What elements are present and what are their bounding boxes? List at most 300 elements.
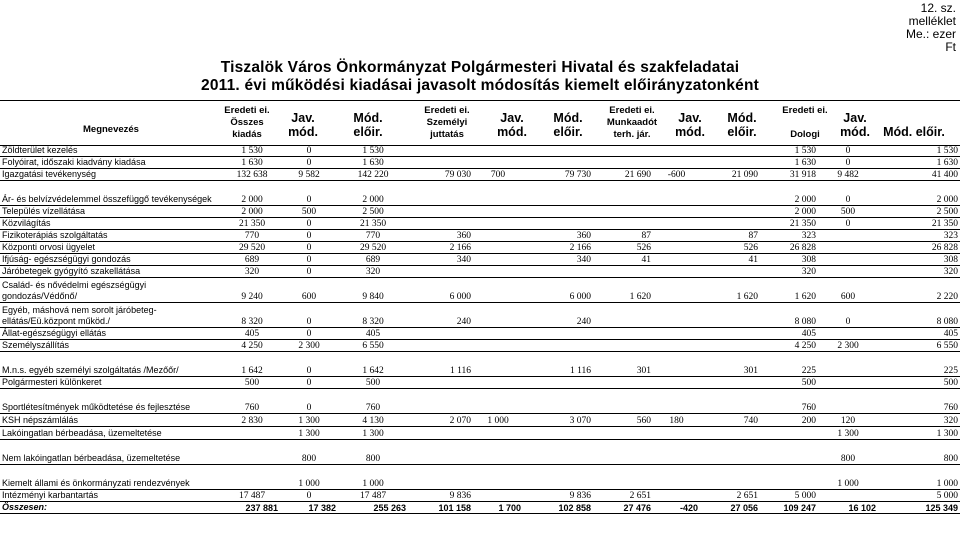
- row-value: [593, 328, 653, 340]
- row-value: 800: [818, 440, 878, 465]
- table-row: [0, 230, 960, 242]
- row-value: [593, 181, 653, 206]
- row-value: [760, 427, 818, 440]
- row-value: [408, 328, 473, 340]
- row-value: 2 000: [338, 181, 408, 206]
- table-row: [0, 389, 960, 414]
- row-name: Egyéb, máshová nem sorolt járóbeteg-ellátás/Eü.központ működ./: [0, 303, 224, 328]
- row-value: [523, 218, 593, 230]
- row-value: [593, 218, 653, 230]
- row-value: 2 300: [818, 340, 878, 352]
- row-value: 0: [280, 230, 338, 242]
- row-value: [653, 218, 700, 230]
- row-value: [473, 389, 523, 414]
- row-value: 142 220: [338, 169, 408, 181]
- row-value: [523, 377, 593, 389]
- row-value: 405: [878, 328, 960, 340]
- table-row: [0, 328, 960, 340]
- header-g1-mod: mód.: [288, 125, 318, 139]
- row-value: [653, 206, 700, 218]
- header-g3-mod2: Mód.: [727, 111, 757, 125]
- row-value: 8 080: [760, 303, 818, 328]
- row-value: 9 836: [408, 490, 473, 502]
- row-value: 0: [280, 242, 338, 254]
- row-name: Sportlétesítmények működtetése és fejlesztése: [0, 389, 224, 414]
- header-g1-osszes: Összes: [230, 117, 264, 128]
- row-name: Lakóingatlan bérbeadása, üzemeltetése: [0, 427, 224, 440]
- row-value: [473, 242, 523, 254]
- row-value: 500: [280, 206, 338, 218]
- row-value: 1 700: [473, 502, 523, 514]
- table-row: [0, 440, 960, 465]
- row-value: 8 080: [878, 303, 960, 328]
- row-value: [408, 206, 473, 218]
- row-value: [473, 145, 523, 157]
- row-name: Igazgatási tevékenység: [0, 169, 224, 181]
- row-value: 1 300: [338, 427, 408, 440]
- header-g4-modelor: Mód. előir.: [883, 125, 945, 139]
- row-value: [700, 440, 760, 465]
- row-value: 9 836: [523, 490, 593, 502]
- row-value: 41 400: [878, 169, 960, 181]
- table-row: [0, 414, 960, 427]
- row-value: 29 520: [224, 242, 280, 254]
- row-value: [700, 340, 760, 352]
- row-value: [408, 465, 473, 490]
- row-value: 405: [760, 328, 818, 340]
- row-value: 0: [280, 266, 338, 278]
- row-value: [473, 254, 523, 266]
- header-g2-jav: Jav.: [500, 111, 524, 125]
- row-value: 237 881: [224, 502, 280, 514]
- row-value: [593, 389, 653, 414]
- row-value: 132 638: [224, 169, 280, 181]
- row-value: 41: [593, 254, 653, 266]
- header-g3-eredeti: Eredeti ei.: [609, 105, 655, 116]
- row-value: 240: [523, 303, 593, 328]
- row-value: 760: [878, 389, 960, 414]
- row-value: [593, 377, 653, 389]
- row-value: 2 651: [593, 490, 653, 502]
- header-g3-jav: Jav.: [678, 111, 702, 125]
- row-value: 6 550: [878, 340, 960, 352]
- row-value: 1 300: [818, 427, 878, 440]
- row-value: 225: [760, 352, 818, 377]
- row-value: 500: [818, 206, 878, 218]
- row-value: 740: [700, 414, 760, 427]
- row-value: [593, 427, 653, 440]
- table-row: [0, 340, 960, 352]
- row-value: 760: [338, 389, 408, 414]
- table-row: [0, 266, 960, 278]
- row-value: 31 918: [760, 169, 818, 181]
- row-value: [653, 427, 700, 440]
- row-value: 0: [280, 377, 338, 389]
- row-value: 800: [280, 440, 338, 465]
- unit-currency: Ft: [945, 40, 956, 54]
- row-value: 1 300: [280, 414, 338, 427]
- row-value: [473, 218, 523, 230]
- row-value: 1 630: [760, 157, 818, 169]
- row-value: [653, 145, 700, 157]
- row-value: 1 000: [878, 465, 960, 490]
- row-value: 0: [280, 352, 338, 377]
- table-row: [0, 278, 960, 303]
- row-value: [473, 328, 523, 340]
- row-value: [473, 427, 523, 440]
- row-value: 1 630: [224, 157, 280, 169]
- row-value: 600: [818, 278, 878, 303]
- table-row: [0, 352, 960, 377]
- row-value: 360: [523, 230, 593, 242]
- row-value: [523, 157, 593, 169]
- row-value: 16 102: [818, 502, 878, 514]
- row-value: [700, 377, 760, 389]
- row-value: 180: [653, 414, 700, 427]
- row-value: 1 000: [338, 465, 408, 490]
- table-row: [0, 218, 960, 230]
- row-value: -420: [653, 502, 700, 514]
- row-value: [593, 340, 653, 352]
- row-value: 500: [878, 377, 960, 389]
- row-value: 109 247: [760, 502, 818, 514]
- row-name: Polgármesteri különkeret: [0, 377, 224, 389]
- row-value: 2 000: [760, 206, 818, 218]
- row-value: [473, 157, 523, 169]
- row-value: [700, 465, 760, 490]
- row-value: [818, 352, 878, 377]
- row-value: 1 000: [280, 465, 338, 490]
- row-value: [653, 340, 700, 352]
- row-value: [700, 145, 760, 157]
- header-g4-eredeti: Eredeti ei.: [782, 105, 828, 116]
- header-g2-eredeti: Eredeti ei.: [424, 105, 470, 116]
- row-value: 2 651: [700, 490, 760, 502]
- table-row: [0, 181, 960, 206]
- row-value: 1 000: [473, 414, 523, 427]
- page-subtitle: 2011. évi működési kiadásai javasolt módosítás kiemelt előirányzatonként: [201, 77, 759, 94]
- row-value: [224, 465, 280, 490]
- row-value: 1 530: [338, 145, 408, 157]
- row-name: Kiemelt állami és önkormányzati rendezvények: [0, 465, 224, 490]
- row-value: 79 730: [523, 169, 593, 181]
- row-value: [700, 328, 760, 340]
- annex-number: 12. sz.: [920, 1, 956, 15]
- row-value: [818, 266, 878, 278]
- row-value: 3 070: [523, 414, 593, 427]
- row-value: 9 582: [280, 169, 338, 181]
- header-g3-elor: előir.: [727, 125, 757, 139]
- row-value: 1 620: [760, 278, 818, 303]
- row-name: Fizikoterápiás szolgáltatás: [0, 230, 224, 242]
- row-value: 770: [224, 230, 280, 242]
- row-value: [818, 328, 878, 340]
- row-value: [760, 465, 818, 490]
- row-value: 0: [280, 389, 338, 414]
- row-value: 0: [280, 328, 338, 340]
- row-value: [523, 266, 593, 278]
- row-value: 0: [280, 181, 338, 206]
- table-row: [0, 303, 960, 328]
- row-value: [760, 440, 818, 465]
- row-value: [653, 242, 700, 254]
- row-value: [473, 181, 523, 206]
- row-value: 500: [224, 377, 280, 389]
- row-value: 4 250: [760, 340, 818, 352]
- row-value: [593, 465, 653, 490]
- row-value: [653, 490, 700, 502]
- row-value: 405: [338, 328, 408, 340]
- row-value: [700, 218, 760, 230]
- row-value: [523, 389, 593, 414]
- row-value: 6 000: [523, 278, 593, 303]
- table-row: [0, 145, 960, 157]
- row-value: 21 690: [593, 169, 653, 181]
- row-value: [408, 266, 473, 278]
- table-header: [0, 100, 960, 146]
- row-value: [593, 266, 653, 278]
- row-value: [653, 440, 700, 465]
- row-name: Járóbetegek gyógyító szakellátása: [0, 266, 224, 278]
- header-g1-eredeti: Eredeti ei.: [224, 105, 270, 116]
- row-value: [700, 266, 760, 278]
- row-value: [523, 340, 593, 352]
- row-value: 1 000: [818, 465, 878, 490]
- row-value: [408, 181, 473, 206]
- row-value: 26 828: [878, 242, 960, 254]
- row-value: 500: [338, 377, 408, 389]
- row-value: 700: [473, 169, 523, 181]
- row-value: [473, 465, 523, 490]
- row-value: [700, 181, 760, 206]
- row-name: Személyszállítás: [0, 340, 224, 352]
- row-value: 0: [280, 157, 338, 169]
- row-value: 21 350: [338, 218, 408, 230]
- row-value: 225: [878, 352, 960, 377]
- row-value: 1 116: [523, 352, 593, 377]
- row-value: 1 300: [878, 427, 960, 440]
- header-g4-dologi: Dologi: [790, 129, 820, 140]
- row-value: [473, 278, 523, 303]
- row-value: [593, 157, 653, 169]
- row-value: [700, 206, 760, 218]
- row-value: [700, 427, 760, 440]
- row-value: 27 056: [700, 502, 760, 514]
- row-name: Család- és nővédelmi egészségügyi gondozás/Védőnő/: [0, 278, 224, 303]
- row-value: [473, 490, 523, 502]
- row-value: 2 070: [408, 414, 473, 427]
- row-value: 27 476: [593, 502, 653, 514]
- row-value: 689: [338, 254, 408, 266]
- row-value: 9 840: [338, 278, 408, 303]
- row-value: 4 130: [338, 414, 408, 427]
- table-row: [0, 427, 960, 440]
- row-value: [593, 303, 653, 328]
- row-value: [818, 490, 878, 502]
- row-value: [653, 230, 700, 242]
- row-value: 1 642: [224, 352, 280, 377]
- row-value: [523, 465, 593, 490]
- row-value: 2 500: [878, 206, 960, 218]
- row-value: 79 030: [408, 169, 473, 181]
- header-g2-juttatas: juttatás: [430, 129, 464, 140]
- row-value: 0: [280, 218, 338, 230]
- row-value: 8 320: [224, 303, 280, 328]
- row-value: [593, 206, 653, 218]
- row-value: [473, 440, 523, 465]
- row-value: 0: [280, 254, 338, 266]
- row-value: 1 300: [280, 427, 338, 440]
- header-g2-szemelyi: Személyi: [426, 117, 468, 128]
- header-g2-elor: előir.: [553, 125, 583, 139]
- row-value: 320: [760, 266, 818, 278]
- row-value: 526: [700, 242, 760, 254]
- row-value: [653, 328, 700, 340]
- row-value: 200: [760, 414, 818, 427]
- row-value: 17 487: [224, 490, 280, 502]
- row-value: 0: [280, 490, 338, 502]
- row-value: 1 630: [338, 157, 408, 169]
- row-name: Ifjúság- egészségügyi gondozás: [0, 254, 224, 266]
- row-name: Összesen:: [0, 502, 224, 514]
- row-value: 101 158: [408, 502, 473, 514]
- row-value: [700, 303, 760, 328]
- table-row: [0, 254, 960, 266]
- row-name: M.n.s. egyéb személyi szolgáltatás /Mezőőr/: [0, 352, 224, 377]
- row-value: [593, 440, 653, 465]
- table-row: [0, 157, 960, 169]
- row-value: 240: [408, 303, 473, 328]
- header-g4-jav: Jav.: [843, 111, 867, 125]
- row-value: 340: [523, 254, 593, 266]
- row-value: [653, 352, 700, 377]
- table-row: [0, 242, 960, 254]
- row-value: 320: [878, 266, 960, 278]
- row-name: Közvilágítás: [0, 218, 224, 230]
- table-row: [0, 465, 960, 490]
- page-title: Tiszalök Város Önkormányzat Polgármesteri Hivatal és szakfeladatai: [220, 59, 740, 76]
- row-name: Zöldterület kezelés: [0, 145, 224, 157]
- row-value: [408, 377, 473, 389]
- row-value: [473, 230, 523, 242]
- row-value: -600: [653, 169, 700, 181]
- row-name: Ár- és belvízvédelemmel összefüggő tevékenységek: [0, 181, 224, 206]
- row-value: 2 166: [408, 242, 473, 254]
- row-value: [653, 181, 700, 206]
- row-value: [408, 440, 473, 465]
- row-value: [653, 377, 700, 389]
- row-value: 320: [224, 266, 280, 278]
- row-value: 26 828: [760, 242, 818, 254]
- row-value: [408, 389, 473, 414]
- row-value: 1 620: [700, 278, 760, 303]
- row-value: [593, 145, 653, 157]
- row-value: [700, 157, 760, 169]
- header-g1-mod2: Mód.: [353, 111, 383, 125]
- header-g1-jav: Jav.: [291, 111, 315, 125]
- row-value: 1 630: [878, 157, 960, 169]
- row-value: 9 240: [224, 278, 280, 303]
- header-g2-mod: mód.: [497, 125, 527, 139]
- row-value: 4 250: [224, 340, 280, 352]
- row-value: 1 530: [878, 145, 960, 157]
- row-value: [473, 340, 523, 352]
- row-value: 560: [593, 414, 653, 427]
- row-value: 308: [760, 254, 818, 266]
- row-value: 21 350: [878, 218, 960, 230]
- header-g2-mod2: Mód.: [553, 111, 583, 125]
- row-value: 323: [878, 230, 960, 242]
- row-value: [653, 254, 700, 266]
- row-name: Nem lakóingatlan bérbeadása, üzemeltetése: [0, 440, 224, 465]
- row-value: 0: [818, 145, 878, 157]
- row-value: [224, 440, 280, 465]
- row-value: 5 000: [760, 490, 818, 502]
- header-g3-mod: mód.: [675, 125, 705, 139]
- row-name: Település vízellátása: [0, 206, 224, 218]
- row-value: 2 500: [338, 206, 408, 218]
- row-value: 1 530: [760, 145, 818, 157]
- row-value: [818, 377, 878, 389]
- row-value: [523, 328, 593, 340]
- row-name: KSH népszámlálás: [0, 414, 224, 427]
- row-value: 2 166: [523, 242, 593, 254]
- row-value: 360: [408, 230, 473, 242]
- row-value: [224, 427, 280, 440]
- row-name: Folyóirat, időszaki kiadvány kiadása: [0, 157, 224, 169]
- row-value: 102 858: [523, 502, 593, 514]
- row-value: 0: [280, 303, 338, 328]
- row-value: [523, 181, 593, 206]
- row-value: 1 116: [408, 352, 473, 377]
- row-value: [473, 377, 523, 389]
- annex-label: [876, 2, 956, 54]
- row-value: 800: [878, 440, 960, 465]
- row-value: 2 220: [878, 278, 960, 303]
- row-value: 689: [224, 254, 280, 266]
- row-value: [818, 230, 878, 242]
- row-value: 0: [280, 145, 338, 157]
- row-value: 17 382: [280, 502, 338, 514]
- row-value: [523, 206, 593, 218]
- row-value: [473, 303, 523, 328]
- row-value: 255 263: [338, 502, 408, 514]
- row-value: 2 000: [760, 181, 818, 206]
- row-value: [473, 266, 523, 278]
- row-value: 0: [818, 157, 878, 169]
- row-value: 760: [224, 389, 280, 414]
- header-g1-kiadas: kiadás: [232, 129, 262, 140]
- row-value: 87: [593, 230, 653, 242]
- row-value: [653, 465, 700, 490]
- row-value: [473, 352, 523, 377]
- row-value: 6 550: [338, 340, 408, 352]
- row-name: Állat-egészségügyi ellátás: [0, 328, 224, 340]
- row-value: 125 349: [878, 502, 960, 514]
- header-megnevezes: Megnevezés: [83, 124, 139, 135]
- row-value: 405: [224, 328, 280, 340]
- row-value: 21 090: [700, 169, 760, 181]
- row-value: [408, 340, 473, 352]
- row-value: [523, 440, 593, 465]
- table-row: [0, 490, 960, 502]
- row-value: 760: [760, 389, 818, 414]
- budget-table: [0, 145, 960, 514]
- row-value: [408, 157, 473, 169]
- row-value: 320: [878, 414, 960, 427]
- row-value: 17 487: [338, 490, 408, 502]
- row-value: [653, 266, 700, 278]
